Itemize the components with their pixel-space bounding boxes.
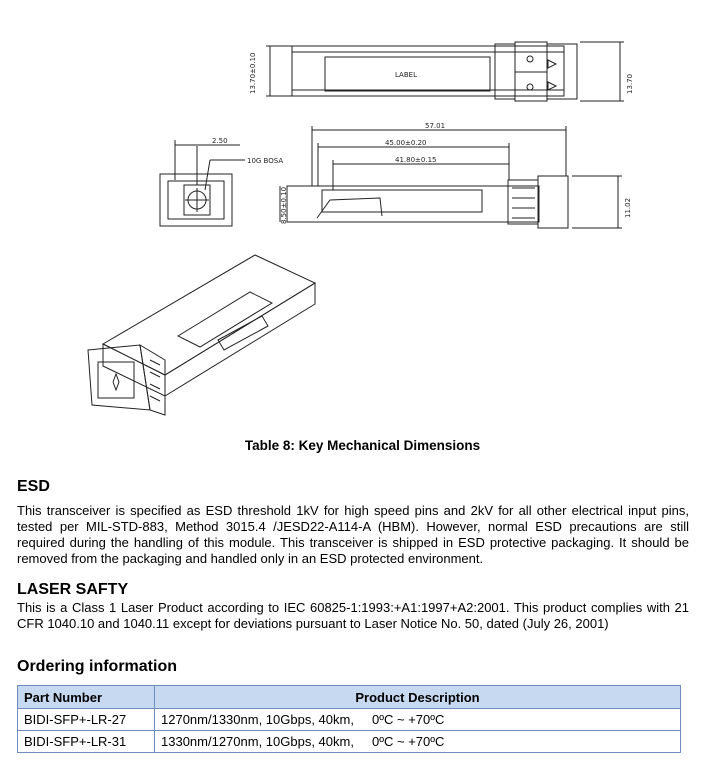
top-view: [266, 42, 624, 101]
front-view: [160, 140, 245, 226]
ordering-table: [17, 685, 681, 753]
dim-pitch: 2.50: [212, 137, 228, 145]
port-label: 10G BOSA: [247, 157, 284, 165]
dim-height-top: 13.70±0.10: [249, 52, 257, 94]
laser-safety-body: This is a Class 1 Laser Product according to IEC 60825-1:1993:+A1:1997+A2:2001. This product complies with 21 CFR 1040.10 and 1040.11 except for deviations pursuant to Laser Notice No. 50, dated (July 26, 2001): [17, 600, 689, 631]
figure-caption: Table 8: Key Mechanical Dimensions: [244, 438, 481, 453]
table-row: [18, 731, 681, 753]
table-header-row: [18, 686, 681, 709]
description-cell: 1270nm/1330nm, 10Gbps, 40km, 0ºC ~ +70ºC: [155, 709, 681, 731]
dim-side-height-left: 8.50±0.10: [280, 186, 288, 224]
description-cell: 1330nm/1270nm, 10Gbps, 40km, 0ºC ~ +70ºC: [155, 731, 681, 753]
esd-body: This transceiver is specified as ESD threshold 1kV for high speed pins and 2kV for all other electrical input pins, tested per MIL-STD-883, Method 3015.4 /JESD22-A114-A (HBM). However, normal ESD precautions are still required during the handling of this module. This transceiver is shipped in ESD protective packaging. It should be removed from the packaging and handled only in an ESD protected environment.: [17, 503, 689, 566]
dim-length-45: 45.00±0.20: [385, 139, 427, 147]
dim-length-41: 41.80±0.15: [395, 156, 437, 164]
header-product-description: Product Description: [155, 686, 681, 709]
label-marking: LABEL: [395, 71, 417, 79]
dim-height-right: 13.70: [626, 73, 634, 94]
ordering-heading: Ordering information: [17, 658, 177, 675]
dim-side-height-right: 11.02: [624, 197, 632, 218]
esd-heading: ESD: [17, 478, 50, 495]
part-number-cell: BIDI-SFP+-LR-27: [18, 709, 155, 731]
side-view: [280, 126, 622, 228]
laser-safety-heading: LASER SAFTY: [17, 581, 129, 598]
part-number-cell: BIDI-SFP+-LR-31: [18, 731, 155, 753]
dim-overall-length: 57.01: [425, 122, 446, 130]
header-part-number: Part Number: [18, 686, 155, 709]
table-row: [18, 709, 681, 731]
isometric-view: [88, 255, 315, 415]
